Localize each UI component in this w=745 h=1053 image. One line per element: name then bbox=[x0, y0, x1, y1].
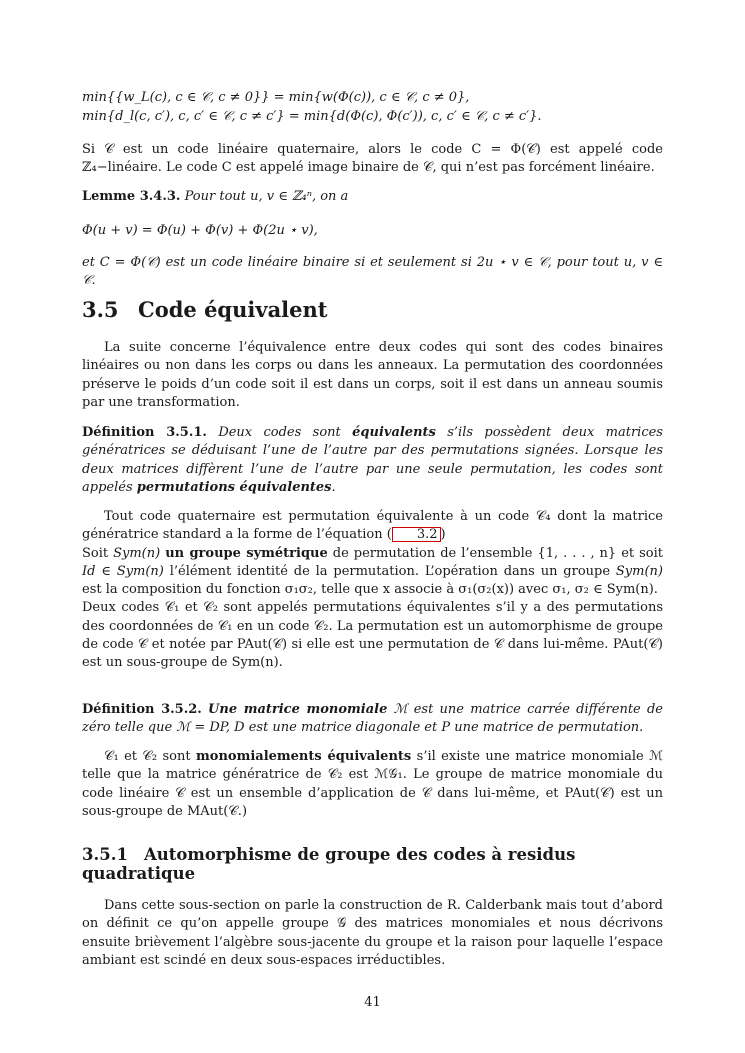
subsection-number: 3.5.1 bbox=[82, 845, 128, 864]
definition-label: Définition 3.5.2. bbox=[82, 702, 202, 717]
lemma-label: Lemme 3.4.3. bbox=[82, 189, 181, 204]
equation-reference-link[interactable]: 3.2 bbox=[392, 527, 441, 542]
term-groupe-symetrique: un groupe symétrique bbox=[165, 545, 328, 561]
paragraph-text: s’il existe une matrice monomiale ℳ telle que la matrice génératrice de 𝒞₂ est ℳ𝒢₁. Le groupe de matrice monomiale du code linéaire 𝒞 est un ensemble d’application de 𝒞 dans lui-même, et PAut(𝒞) est un sous-groupe de MAut(𝒞.) bbox=[82, 749, 664, 819]
math-sym-n: Sym(n) bbox=[113, 545, 161, 561]
definition-label: Définition 3.5.1. bbox=[82, 425, 207, 440]
paragraph-text: Soit bbox=[82, 545, 109, 561]
equation-line: min{d_l(c, c′), c, c′ ∈ 𝒞, c ≠ c′} = min{d(Φ(c), Φ(c′)), c, c′ ∈ 𝒞, c ≠ c′}. bbox=[82, 109, 542, 124]
lemma-statement: Pour tout u, v ∈ ℤ₄ⁿ, on a bbox=[184, 189, 349, 204]
page-number: 41 bbox=[364, 995, 381, 1010]
paragraph-text: Tout code quaternaire est permutation équivalente à un code 𝒞₄ dont la matrice génératrice standard a la forme de l’équation bbox=[82, 509, 663, 543]
equation-phi-sum bbox=[82, 222, 663, 240]
definition-3-5-1 bbox=[82, 424, 663, 497]
paragraph-text: La suite concerne l’équivalence entre deux codes qui sont des codes binaires linéaires ou non dans les corps ou dans les anneaux. La permutation des coordonnées préserve le poids d’un code soit il est dans un corps, soit il est dans un anneau soumis par une transformation. bbox=[82, 340, 663, 410]
subsection-heading bbox=[82, 845, 663, 883]
term-equivalents: équivalents bbox=[352, 425, 436, 440]
lemma-conclusion-text: et C = Φ(𝒞) est un code linéaire binaire si et seulement si 2u ⋆ v ∈ 𝒞, pour tout u, v ∈ 𝒞. bbox=[82, 255, 663, 289]
paragraph-permutation: Tout code quaternaire est permutation équivalente à un code 𝒞₄ dont la matrice génératrice standard a la forme de l’équation ( 3.2 ) Soit Sym(n) un groupe symétrique de permutation de l’ensemble {1, . . . , n} et soit Id ∈ Sym(n) l’élément identité de la permutation. L’opération dans un groupe Sym(n) est la composition du fonction σ₁σ₂, telle que x associe à σ₁(σ₂(x)) avec σ₁, σ₂ ∈ Sym(n). Deux codes 𝒞₁ et 𝒞₂ sont appelés permutations équivalentes s’il y a des permutations des coordonnées de 𝒞₁ en un code 𝒞₂. La permutation est un automorphisme de groupe de code 𝒞 et notée par PAut(𝒞) si elle est une permutation de 𝒞 dans lui-même. PAut(𝒞) est un sous-groupe de Sym(n). bbox=[82, 509, 663, 671]
math-sym-n: Sym(n) bbox=[615, 563, 663, 579]
paragraph-text: l’élément identité de la permutation. L’opération dans un groupe bbox=[169, 563, 611, 579]
definition-text: Deux codes sont bbox=[218, 425, 341, 440]
paragraph-text: de permutation de l’ensemble {1, . . . , n} et soit bbox=[332, 545, 663, 561]
term-matrice-monomiale: Une matrice monomiale bbox=[208, 702, 388, 717]
equation-line: Φ(u + v) = Φ(u) + Φ(v) + Φ(2u ⋆ v), bbox=[82, 223, 318, 238]
definition-text: s’ils possèdent deux matrices génératrices se déduisant l’une de l’autre par des permutations signées. Lorsque les deux matrices diffèrent l’une de l’autre par une seule permutation, les codes sont appelés bbox=[82, 425, 663, 495]
definition-text: ℳ est une matrice carrée différente de zéro telle que ℳ = DP, D est une matrice diagonale et P une matrice de permutation. bbox=[82, 702, 663, 736]
paragraph-text: Dans cette sous-section on parle la construction de R. Calderbank mais tout d’abord on définit ce qu’on appelle groupe 𝒢 des matrices monomiales et nous décrivons ensuite brièvement l’algèbre sous-jacente du groupe et la raison pour laquelle l’espace ambiant est scindé en deux sous-espaces irréductibles. bbox=[82, 898, 663, 968]
paragraph-z4-linear bbox=[82, 141, 663, 178]
equation-line: min{{w_L(c), c ∈ 𝒞, c ≠ 0}} = min{w(Φ(c)), c ∈ 𝒞, c ≠ 0}, bbox=[82, 90, 470, 105]
paragraph-intro bbox=[82, 339, 663, 412]
section-heading bbox=[82, 297, 663, 322]
math-identity: Id ∈ Sym(n) bbox=[82, 563, 164, 579]
definition-period: . bbox=[331, 479, 336, 495]
paragraph-text: Deux codes 𝒞₁ et 𝒞₂ sont appelés permutations équivalentes s’il y a des permutations des coordonnées de 𝒞₁ en un code 𝒞₂. La permutation est un automorphisme de groupe de code 𝒞 et notée par PAut(𝒞) si elle est une permutation de 𝒞 dans lui-même. PAut(𝒞) est un sous-groupe de Sym(n). bbox=[82, 600, 663, 671]
equation-min-weight bbox=[82, 89, 663, 107]
paragraph-text: 𝒞₁ et 𝒞₂ sont bbox=[104, 749, 191, 764]
subsection-title: Automorphisme de groupe des codes à residus quadratique bbox=[82, 845, 576, 883]
paragraph-calderbank bbox=[82, 897, 663, 970]
section-number: 3.5 bbox=[82, 297, 119, 322]
paragraph-monomial bbox=[82, 748, 663, 821]
term-permutations-equivalentes: permutations équivalentes bbox=[136, 479, 332, 495]
term-monomialements-equivalents: monomialements équivalents bbox=[196, 749, 412, 764]
paragraph-text: est la composition du fonction σ₁σ₂, telle que x associe à σ₁(σ₂(x)) avec σ₁, σ₂ ∈ Sym(n). bbox=[82, 582, 658, 598]
lemma-3-4-3 bbox=[82, 188, 663, 206]
section-title: Code équivalent bbox=[138, 297, 328, 322]
paragraph-text: Si 𝒞 est un code linéaire quaternaire, alors le code C = Φ(𝒞) est appelé code ℤ₄−linéaire. Le code C est appelé image binaire de 𝒞, qui n’est pas forcément linéaire. bbox=[82, 142, 663, 176]
definition-3-5-2 bbox=[82, 701, 663, 738]
lemma-conclusion bbox=[82, 254, 663, 291]
equation-min-distance bbox=[82, 108, 663, 126]
